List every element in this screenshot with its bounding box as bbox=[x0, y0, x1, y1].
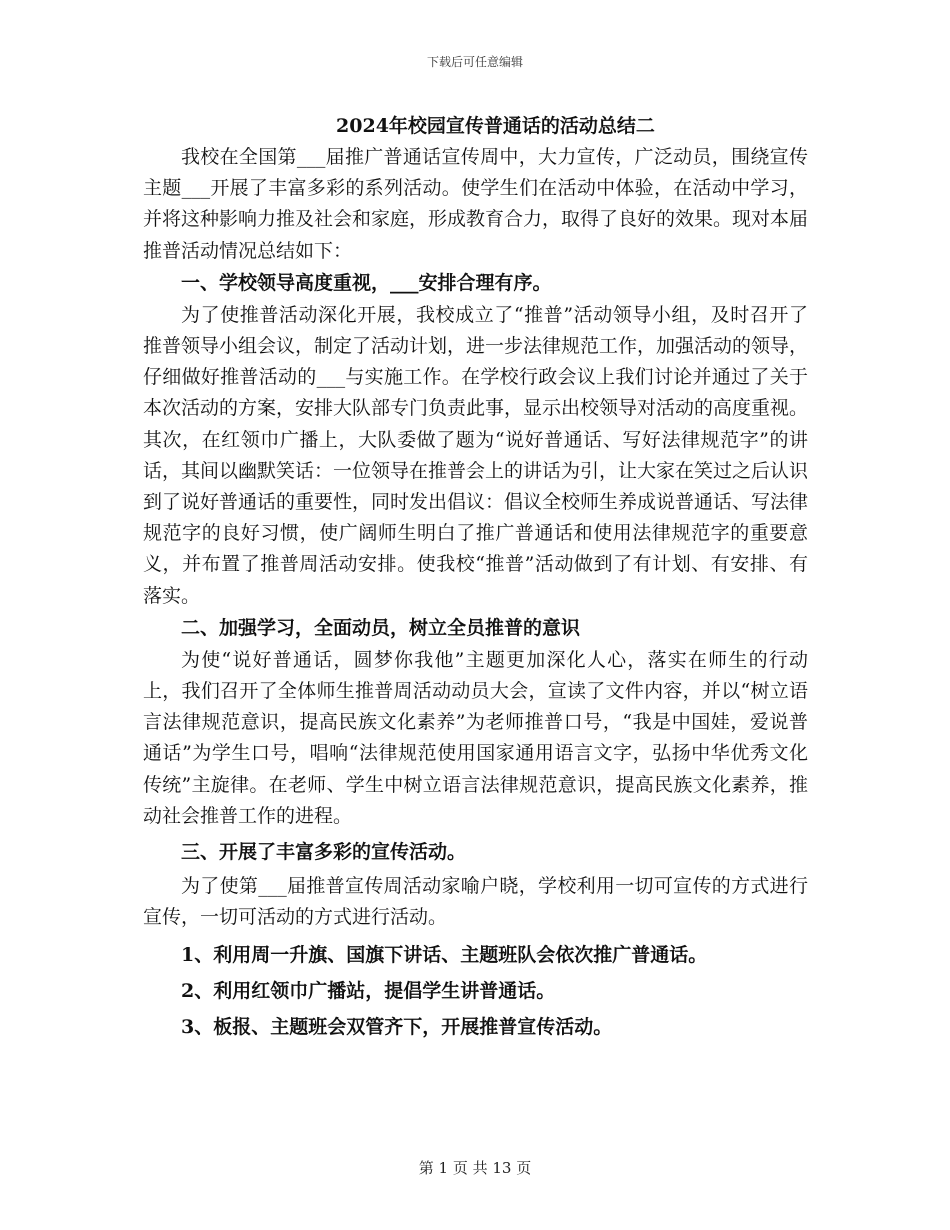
document-title: 2024年校园宣传普通话的活动总结二 bbox=[336, 115, 655, 137]
intro-paragraph: 我校在全国第___届推广普通话宣传周中，大力宣传，广泛动员，围绕宣传主题___开展了丰富多彩的系列活动。使学生们在活动中体验，在活动中学习，并将这种影响力推及社会和家庭，形成教育合力，取得了良好的效果。现对本届推普活动情况总结如下： bbox=[143, 146, 809, 262]
section1-paragraph: 为了使推普活动深化开展，我校成立了“推普”活动领导小组，及时召开了推普领导小组会议，制定了活动计划，进一步法律规范工作，加强活动的领导，仔细做好推普活动的___与实施工作。在学校行政会议上我们讨论并通过了关于本次活动的方案，安排大队部专门负责此事，显示出校领导对活动的高度重视。其次，在红领巾广播上，大队委做了题为“说好普通话、写好法律规范字”的讲话，其间以幽默笑话：一位领导在推普会上的讲话为引，让大家在笑过之后认识到了说好普通话的重要性，同时发出倡议：倡议全校师生养成说普通话、写法律规范字的良好习惯，使广阔师生明白了推广普通话和使用法律规范字的重要意义，并布置了推普周活动安排。使我校“推普”活动做到了有计划、有安排、有落实。 bbox=[143, 303, 809, 607]
section1-heading: 一、学校领导高度重视，___安排合理有序。 bbox=[181, 271, 552, 294]
section3-heading: 三、开展了丰富多彩的宣传活动。 bbox=[181, 841, 467, 864]
page-number: 第 1 页 共 13 页 bbox=[418, 1159, 532, 1177]
section2-heading: 二、加强学习，全面动员，树立全员推普的意识 bbox=[181, 616, 581, 639]
list-item-2: 2、利用红领巾广播站，提倡学生讲普通话。 bbox=[181, 980, 556, 1003]
list-item-3: 3、板报、主题班会双管齐下，开展推普宣传活动。 bbox=[181, 1016, 613, 1039]
header-note: 下载后可任意编辑 bbox=[426, 55, 523, 69]
section2-paragraph: 为使“说好普通话，圆梦你我他”主题更加深化人心，落实在师生的行动上，我们召开了全体师生推普周活动动员大会，宣读了文件内容，并以“树立语言法律规范意识，提高民族文化素养”为老师推普口号，“我是中国娃，爱说普通话”为学生口号，唱响“法律规范使用国家通用语言文字，弘扬中华优秀文化传统”主旋律。在老师、学生中树立语言法律规范意识，提高民族文化素养，推动社会推普工作的进程。 bbox=[143, 648, 808, 827]
list-item-1: 1、利用周一升旗、国旗下讲话、主题班队会依次推广普通话。 bbox=[181, 944, 708, 967]
section3-paragraph: 为了使第___届推普宣传周活动家喻户晓，学校利用一切可宣传的方式进行宣传，一切可活动的方式进行活动。 bbox=[143, 875, 808, 929]
document-body bbox=[143, 112, 808, 1045]
